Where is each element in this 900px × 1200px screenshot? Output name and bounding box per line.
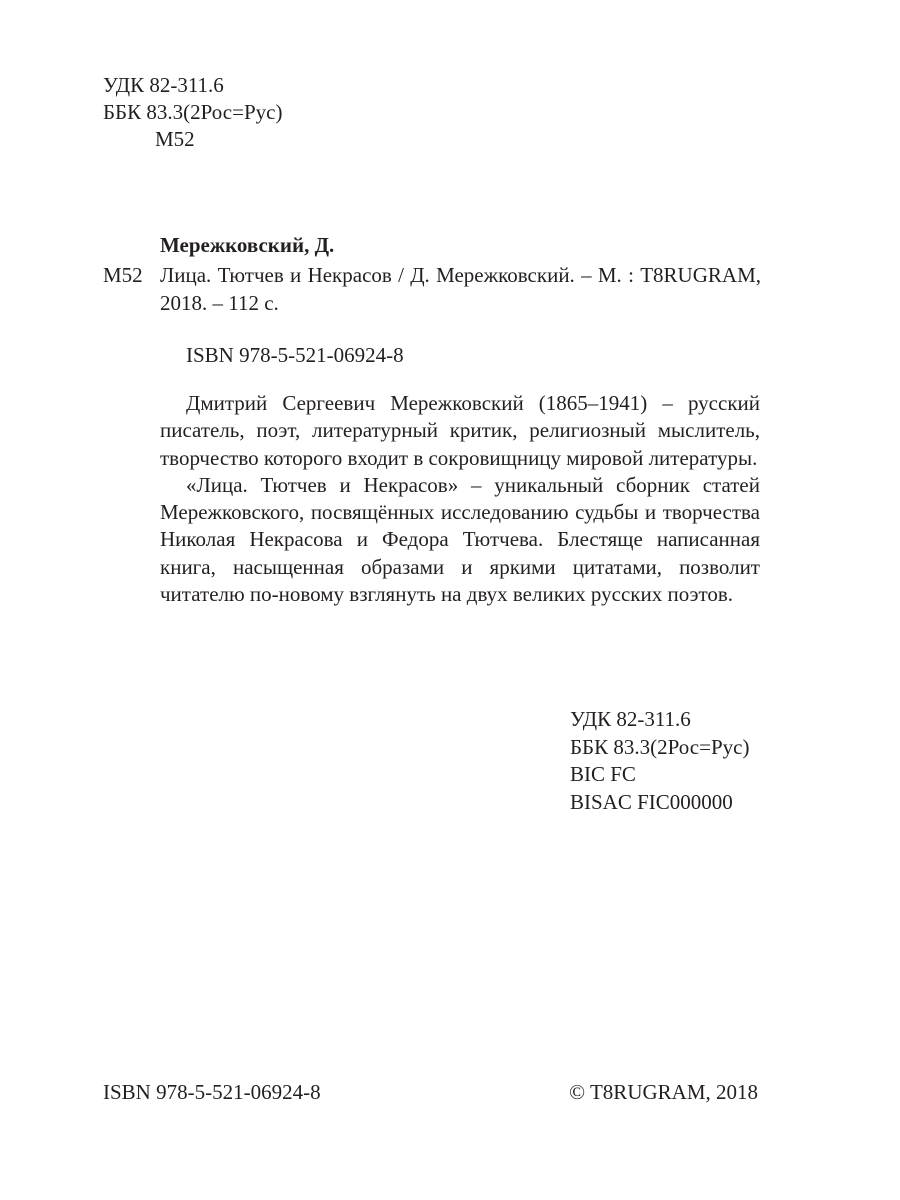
entry-isbn: ISBN 978-5-521-06924-8 xyxy=(186,343,404,367)
udk-code: УДК 82-311.6 xyxy=(103,73,224,97)
bbk-code: ББК 83.3(2Рос=Рус) xyxy=(103,100,283,124)
entry-author-mark: М52 xyxy=(103,263,143,287)
udk-code: УДК 82-311.6 xyxy=(570,707,691,731)
classification-block xyxy=(570,706,749,816)
footer-copyright: © T8RUGRAM, 2018 xyxy=(569,1080,758,1104)
author-mark: М52 xyxy=(155,127,195,151)
bbk-code: ББК 83.3(2Рос=Рус) xyxy=(570,734,750,759)
footer-isbn: ISBN 978-5-521-06924-8 xyxy=(103,1080,321,1104)
entry-author: Мережковский, Д. xyxy=(160,233,335,257)
entry-description: Лица. Тютчев и Некрасов / Д. Мережковский. – М. : T8RUGRAM, 2018. – 112 с. xyxy=(160,263,761,315)
annotation xyxy=(160,390,760,608)
top-classification-block xyxy=(103,72,282,153)
annotation-paragraph: «Лица. Тютчев и Некрасов» – уникальный сборник статей Мережковского, посвящённых исследованию судьбы и творчества Николая Некрасова и Федора Тютчева. Блестяще написанная книга, насыщенная образами и яркими цитатами, позволит читателю по-новому взглянуть на двух великих русских поэтов. xyxy=(160,472,760,607)
bic-code: BIC FC xyxy=(570,762,636,786)
annotation-paragraph: Дмитрий Сергеевич Мережковский (1865–1941) – русский писатель, поэт, литературный критик, религиозный мыслитель, творчество которого входит в сокровищницу мировой литературы. xyxy=(160,391,760,470)
bisac-code: BISAC FIC000000 xyxy=(570,789,733,814)
